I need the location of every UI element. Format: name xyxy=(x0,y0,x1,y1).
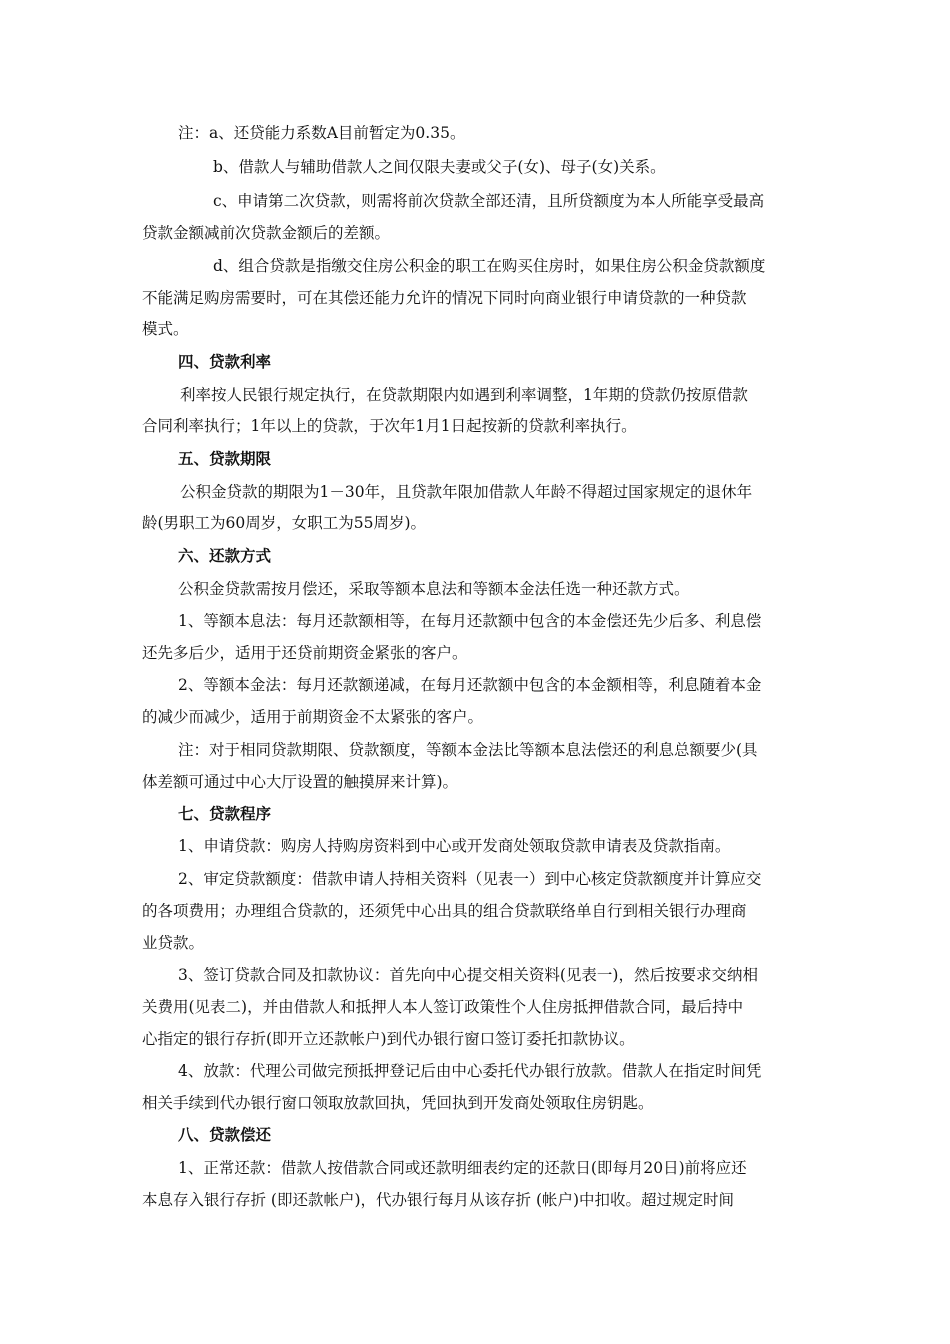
section7-step3-line3: 心指定的银行存折(即开立还款帐户)到代办银行窗口签订委托扣款协议。 xyxy=(142,1030,635,1048)
note-c-line2: 贷款金额减前次贷款金额后的差额。 xyxy=(142,224,391,242)
section6-note-line2: 体差额可通过中心大厅设置的触摸屏来计算)。 xyxy=(142,773,459,791)
note-d-line1: d、组合贷款是指缴交住房公积金的职工在购买住房时，如果住房公积金贷款额度 xyxy=(213,257,766,275)
section7-step4-line2: 相关手续到代办银行窗口领取放款回执，凭回执到开发商处领取住房钥匙。 xyxy=(142,1094,654,1112)
section7-step4-line1: 4、放款：代理公司做完预抵押登记后由中心委托代办银行放款。借款人在指定时间凭 xyxy=(178,1062,762,1080)
section8-heading: 八、贷款偿还 xyxy=(178,1125,272,1144)
note-c-line1: c、申请第二次贷款，则需将前次贷款全部还清，且所贷额度为本人所能享受最高 xyxy=(213,192,765,210)
section8-repay-line2: 本息存入银行存折 (即还款帐户)，代办银行每月从该存折 (帐户)中扣收。超过规定时间 xyxy=(142,1191,735,1209)
section6-method1-line2: 还先多后少，适用于还贷前期资金紧张的客户。 xyxy=(142,644,468,662)
section6-method2-line2: 的减少而减少，适用于前期资金不太紧张的客户。 xyxy=(142,708,484,726)
section7-step2-line1: 2、审定贷款额度：借款申请人持相关资料（见表一）到中心核定贷款额度并计算应交 xyxy=(178,870,762,888)
section5-para-line1: 公积金贷款的期限为1－30年，且贷款年限加借款人年龄不得超过国家规定的退休年 xyxy=(180,483,753,501)
note-d-line3: 模式。 xyxy=(142,320,189,338)
section7-step1: 1、申请贷款：购房人持购房资料到中心或开发商处领取贷款申请表及贷款指南。 xyxy=(178,837,731,855)
section6-method1-line1: 1、等额本息法：每月还款额相等，在每月还款额中包含的本金偿还先少后多、利息偿 xyxy=(178,612,762,630)
note-a: 注：a、还贷能力系数A目前暂定为0.35。 xyxy=(178,124,466,142)
section6-intro: 公积金贷款需按月偿还，采取等额本息法和等额本金法任选一种还款方式。 xyxy=(178,580,690,598)
section7-step3-line1: 3、签订贷款合同及扣款协议：首先向中心提交相关资料(见表一)，然后按要求交纳相 xyxy=(178,966,758,984)
section7-heading: 七、贷款程序 xyxy=(178,804,272,823)
section6-method2-line1: 2、等额本金法：每月还款额递减，在每月还款额中包含的本金额相等，利息随着本金 xyxy=(178,676,762,694)
section4-heading: 四、贷款利率 xyxy=(178,352,272,371)
section7-step3-line2: 关费用(见表二)，并由借款人和抵押人本人签订政策性个人住房抵押借款合同，最后持中 xyxy=(142,998,744,1016)
section6-note-line1: 注：对于相同贷款期限、贷款额度，等额本金法比等额本息法偿还的利息总额要少(具 xyxy=(178,741,758,759)
section7-step2-line2: 的各项费用；办理组合贷款的，还须凭中心出具的组合贷款联络单自行到相关银行办理商 xyxy=(142,902,747,920)
section4-para-line2: 合同利率执行；1年以上的贷款，于次年1月1日起按新的贷款利率执行。 xyxy=(142,417,637,435)
section8-repay-line1: 1、正常还款：借款人按借款合同或还款明细表约定的还款日(即每月20日)前将应还 xyxy=(178,1159,747,1177)
note-d-line2: 不能满足购房需要时，可在其偿还能力允许的情况下同时向商业银行申请贷款的一种贷款 xyxy=(142,289,747,307)
section7-step2-line3: 业贷款。 xyxy=(142,934,205,952)
section4-para-line1: 利率按人民银行规定执行，在贷款期限内如遇到利率调整，1年期的贷款仍按原借款 xyxy=(180,386,748,404)
note-b: b、借款人与辅助借款人之间仅限夫妻或父子(女)、母子(女)关系。 xyxy=(213,158,666,176)
section5-para-line2: 龄(男职工为60周岁，女职工为55周岁)。 xyxy=(142,514,427,532)
section6-heading: 六、还款方式 xyxy=(178,546,272,565)
section5-heading: 五、贷款期限 xyxy=(178,449,272,468)
